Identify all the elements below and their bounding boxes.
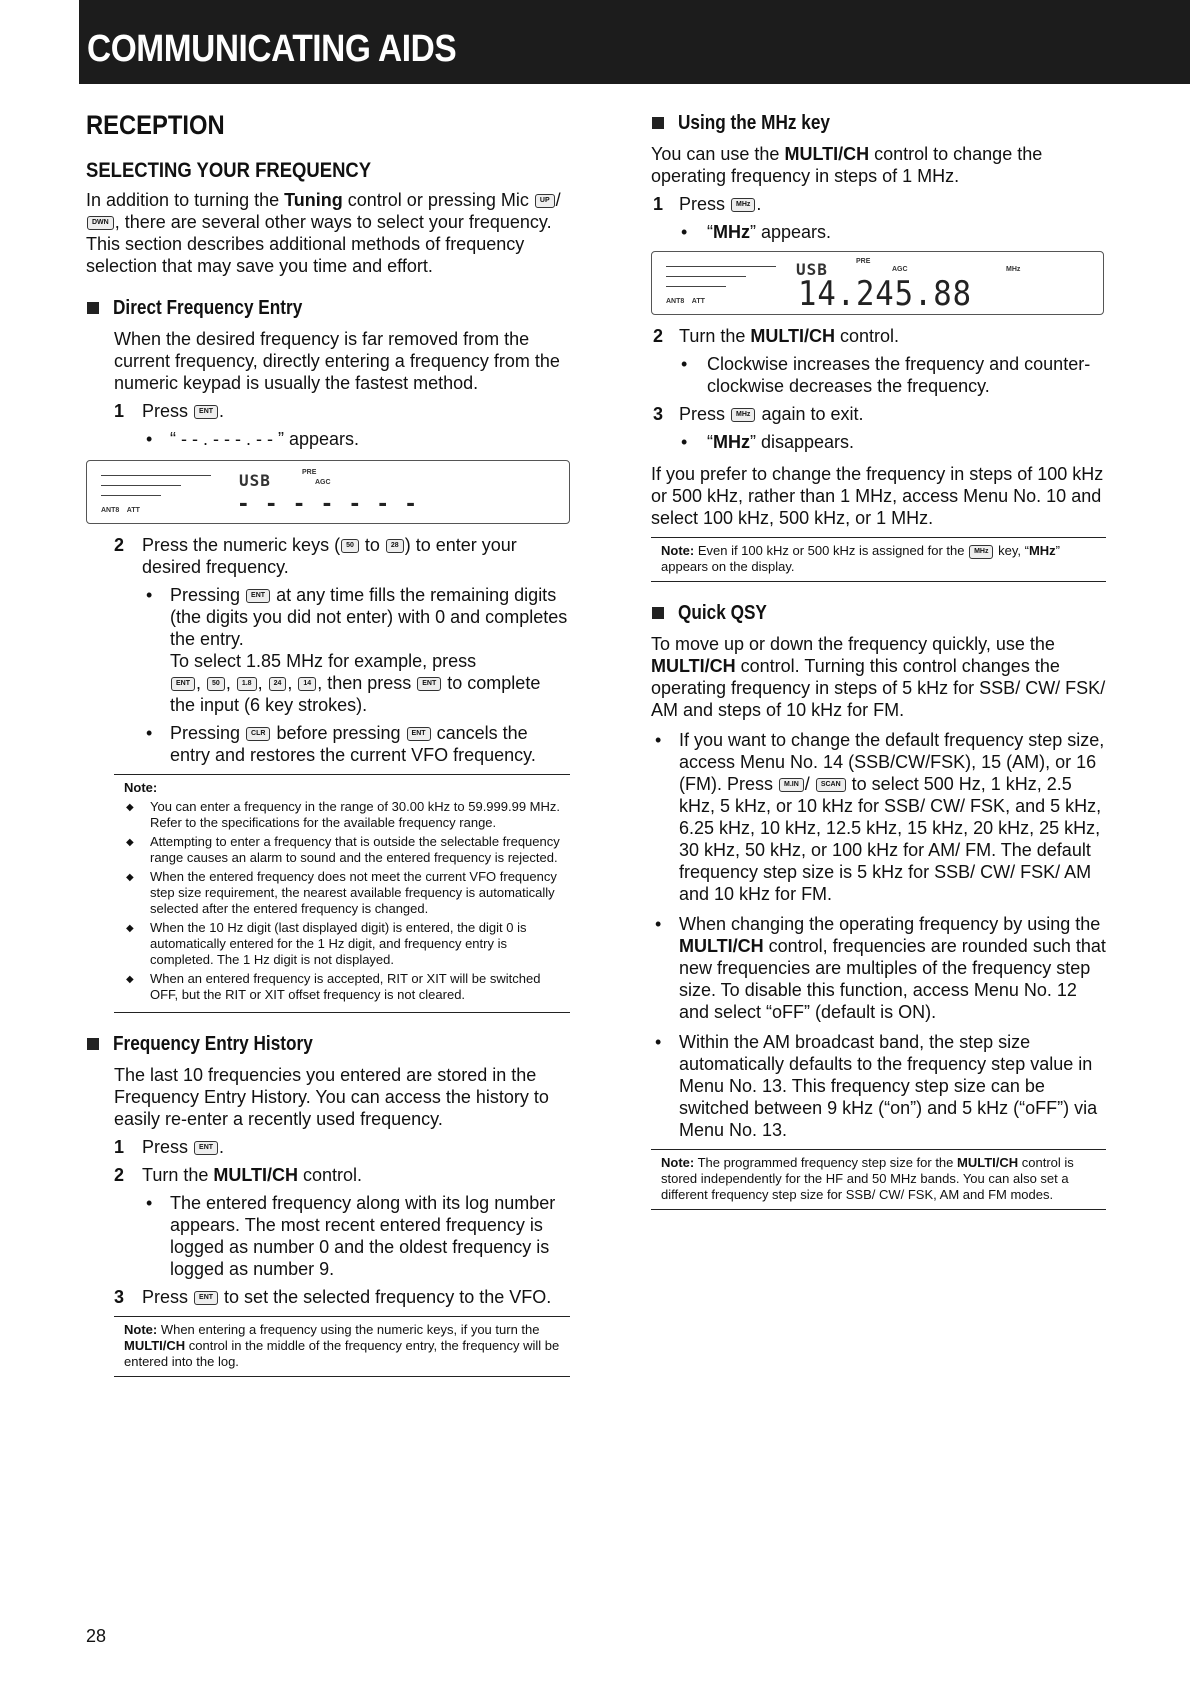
m-in-key-icon: M.IN	[779, 778, 804, 792]
history-step-1: 1 Press ENT .	[114, 1137, 225, 1157]
s-meter-scale	[101, 485, 181, 486]
pre-indicator: PRE	[302, 469, 317, 476]
direct-step-1-bullet: • “ - - . - - - . - - ” appears.	[146, 429, 360, 449]
intro-paragraph: In addition to turning the Tuning control or pressing Mic UP / DWN , there are several other ways to select your frequency. This section describes additional methods of frequency selection that may save you time and effort.	[86, 190, 561, 276]
direct-step-1: 1 Press ENT .	[114, 401, 225, 421]
mhz-indicator: MHz	[1006, 266, 1021, 273]
direct-step-2-bullet-2: • Pressing CLR before pressing ENT cancels the entry and restores the current VFO frequency.	[146, 723, 536, 765]
clr-key-icon: CLR	[246, 727, 270, 741]
lcd-mode: USB	[239, 471, 271, 490]
direct-step-2-bullet-1: • Pressing ENT at any time fills the remaining digits (the digits you did not enter) with 0 and completes the entry. To select 1.85 MHz for example, press ENT , 50 , 1.8 , 24 , 14 , then press ENT to complete the input (6 key strokes).	[146, 585, 568, 715]
agc-indicator: AGC	[315, 479, 331, 486]
ent-key-icon: ENT	[194, 1291, 218, 1305]
pre-indicator: PRE	[856, 258, 871, 265]
key-50-icon: 50	[207, 677, 225, 691]
bullet-square-icon	[87, 302, 99, 314]
mhz-key-icon: MHz	[969, 545, 993, 559]
history-heading: Frequency Entry History	[86, 1033, 570, 1056]
lcd-display-dashes	[86, 460, 570, 524]
diamond-bullet-icon: ◆	[126, 872, 134, 883]
qsy-body: To move up or down the frequency quickly, use the MULTI/CH control. Turning this control changes the operating frequency in steps of 5 kHz for SSB/ CW/ FSK/ AM and steps of 10 kHz for FM.	[651, 634, 1106, 720]
key-1-8-icon: 1.8	[237, 677, 257, 691]
ent-key-icon: ENT	[194, 405, 218, 419]
ent-key-icon: ENT	[171, 677, 195, 691]
s-meter-scale	[666, 266, 776, 267]
qsy-bullet-3: • Within the AM broadcast band, the step size automatically defaults to the frequency step value in Menu No. 13. This frequency step size can be switched between 9 kHz (“on”) and 5 kHz (“oFF”) via Menu No. 13.	[655, 1032, 1098, 1140]
note-mhz: Note: Even if 100 kHz or 500 kHz is assigned for the MHz key, “MHz” appears on the display.	[651, 537, 1106, 582]
history-body: The last 10 frequencies you entered are stored in the Frequency Entry History. You can access the history to easily re-enter a recently used frequency.	[114, 1065, 549, 1129]
s-meter-scale	[101, 495, 161, 496]
mhz-paragraph: If you prefer to change the frequency in steps of 100 kHz or 500 kHz, rather than 1 MHz, access Menu No. 10 and select 100 kHz, 500 kHz, or 1 MHz.	[651, 464, 1104, 528]
subsection-title: SELECTING YOUR FREQUENCY	[86, 159, 372, 182]
mhz-key-icon: MHz	[731, 408, 755, 422]
qsy-bullet-2: • When changing the operating frequency by using the MULTI/CH control, frequencies are rounded such that new frequencies are multiples of the frequency step size. To disable this function, access Menu No. 12 and select “oFF” (default is ON).	[655, 914, 1106, 1022]
page-title: COMMUNICATING AIDS	[87, 28, 457, 70]
diamond-bullet-icon: ◆	[126, 837, 134, 848]
mhz-key-icon: MHz	[731, 198, 755, 212]
direct-entry-heading: Direct Frequency Entry	[86, 297, 570, 320]
note-qsy: Note: The programmed frequency step size for the MULTI/CH control is stored independently for the HF and 50 MHz bands. You can also set a different frequency step size for SSB/ CW/ FSK, AM and FM modes.	[651, 1149, 1106, 1210]
bullet-square-icon	[652, 607, 664, 619]
qsy-bullet-1: • If you want to change the default frequency step size, access Menu No. 14 (SSB/CW/FSK), 15 (AM), or 16 (FM). Press M.IN / SCAN to select 500 Hz, 1 kHz, 2.5 kHz, 5 kHz, or 10 kHz for SSB/ CW/ FSK, and 5 kHz, 6.25 kHz, 10 kHz, 12.5 kHz, 15 kHz, 20 kHz, 25 kHz, 30 kHz, 50 kHz, or 100 kHz for AM/ FM. The default frequency step size is 5 kHz for SSB/ CW/ FSK/ AM and 10 kHz for FM.	[655, 730, 1105, 904]
mhz-body: You can use the MULTI/CH control to change the operating frequency in steps of 1 MHz.	[651, 144, 1043, 186]
direct-entry-body: When the desired frequency is far removed from the current frequency, directly entering a frequency from the numeric keypad is usually the fastest method.	[114, 329, 560, 393]
section-title: RECEPTION	[86, 110, 225, 140]
ent-key-icon: ENT	[417, 677, 441, 691]
left-column	[86, 100, 570, 1377]
ant-indicator: ANT8 ATT	[666, 298, 705, 305]
diamond-bullet-icon: ◆	[126, 974, 134, 985]
agc-indicator: AGC	[892, 266, 908, 273]
mhz-step-1: 1 Press MHz .	[653, 194, 762, 214]
ent-key-icon: ENT	[194, 1141, 218, 1155]
key-50-icon: 50	[341, 539, 359, 553]
quick-qsy-heading: Quick QSY	[651, 602, 1106, 625]
lcd-mode: USB	[796, 260, 828, 279]
s-meter-scale	[666, 276, 746, 277]
mhz-key-heading: Using the MHz key	[651, 112, 1106, 135]
key-24-icon: 24	[269, 677, 287, 691]
key-28-icon: 28	[386, 539, 404, 553]
mhz-step-2: 2 Turn the MULTI/CH control.	[653, 326, 900, 346]
mhz-step-3: 3 Press MHz again to exit.	[653, 404, 864, 424]
history-step-3: 3 Press ENT to set the selected frequency to the VFO.	[114, 1287, 552, 1307]
direct-step-2: 2 Press the numeric keys ( 50 to 28 ) to enter your desired frequency.	[114, 535, 517, 577]
lcd-frequency-dashes: - - - - - - -	[239, 487, 421, 517]
up-key-icon: UP	[535, 194, 555, 208]
lcd-display-frequency	[651, 251, 1104, 315]
page-number: 28	[86, 1626, 107, 1646]
history-step-2: 2 Turn the MULTI/CH control.	[114, 1165, 363, 1185]
note-direct-entry: Note: ◆ You can enter a frequency in the range of 30.00 kHz to 59.999.99 MHz. Refer to the specifications for the available frequency range. ◆ Attempting to enter a frequency that is outside the selectable frequency range causes an alarm to sound and the entered frequency is rejected. ◆ When the entered frequency does not meet the current VFO frequency step size requirement, the nearest available frequency is automatically selected after the entered frequency is changed. ◆ When the 10 Hz digit (last displayed digit) is entered, the digit 0 is automatically entered for the 1 Hz digit, and frequency entry is completed. The 1 Hz digit is not displayed. ◆ When an entered frequency is accepted, RIT or XIT will be switched OFF, but the RIT or XIT offset frequency is not cleared.	[114, 774, 570, 1013]
s-meter-scale	[666, 286, 726, 287]
mhz-step-3-bullet: • “MHz” disappears.	[681, 432, 855, 452]
lcd-frequency: 14.245.88	[798, 274, 972, 314]
key-14-icon: 14	[298, 677, 316, 691]
header-bar	[79, 0, 1190, 84]
dwn-key-icon: DWN	[87, 216, 114, 230]
mhz-step-1-bullet: • “MHz” appears.	[681, 222, 832, 242]
right-column	[651, 100, 1106, 1210]
mhz-step-2-bullet: • Clockwise increases the frequency and counter-clockwise decreases the frequency.	[681, 354, 1091, 396]
note-history: Note: When entering a frequency using the numeric keys, if you turn the MULTI/CH control in the middle of the frequency entry, the frequency will be entered into the log.	[114, 1316, 570, 1377]
ent-key-icon: ENT	[246, 589, 270, 603]
diamond-bullet-icon: ◆	[126, 923, 134, 934]
scan-key-icon: SCAN	[816, 778, 846, 792]
bullet-square-icon	[652, 117, 664, 129]
ent-key-icon: ENT	[407, 727, 431, 741]
bullet-square-icon	[87, 1038, 99, 1050]
history-step-2-bullet: • The entered frequency along with its log number appears. The most recent entered frequency is logged as number 0 and the oldest frequency is logged as number 9.	[146, 1193, 556, 1279]
ant-indicator: ANT8 ATT	[101, 507, 140, 514]
s-meter-scale	[101, 475, 211, 476]
diamond-bullet-icon: ◆	[126, 802, 134, 813]
